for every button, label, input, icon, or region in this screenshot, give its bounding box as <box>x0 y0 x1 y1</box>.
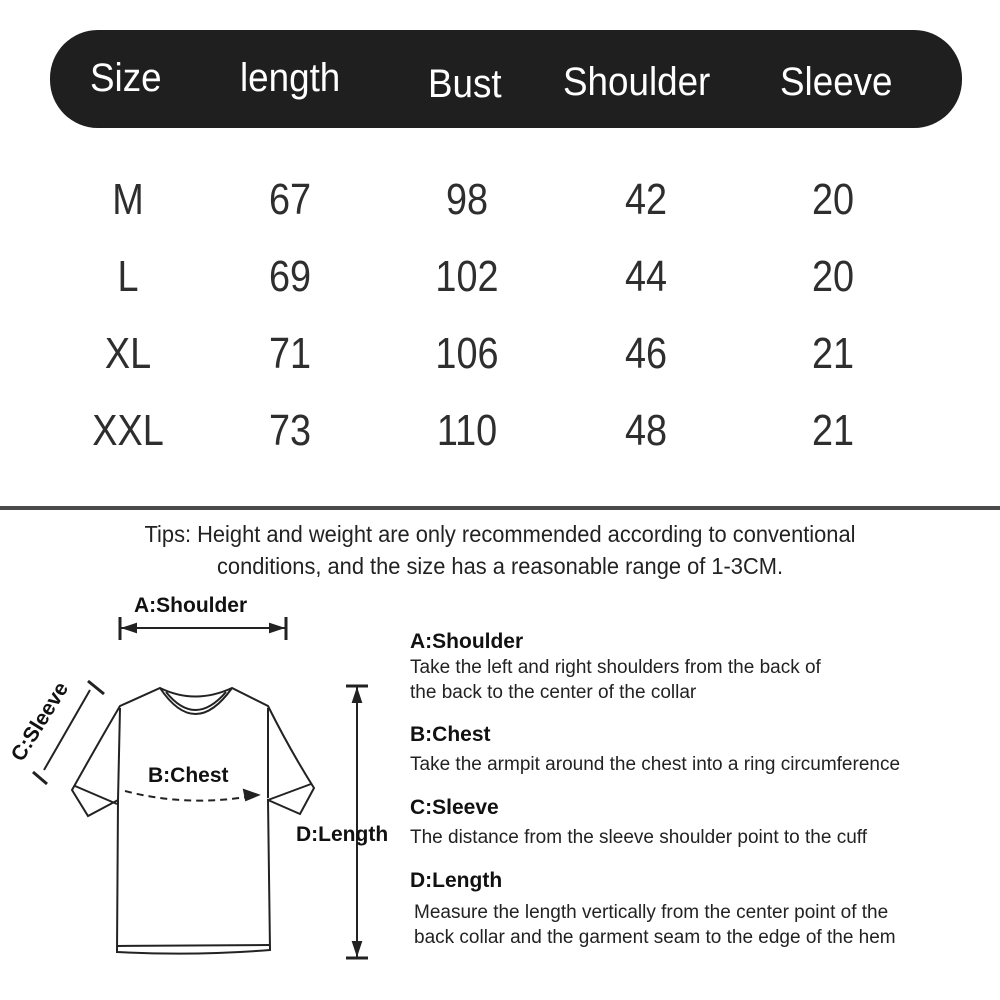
table-row <box>0 247 1000 307</box>
cell-shoulder: 44 <box>624 252 668 301</box>
cell-length: 73 <box>268 406 312 455</box>
description-title: D:Length <box>410 869 503 892</box>
cell-shoulder: 48 <box>624 406 668 455</box>
header-shoulder: Shoulder <box>563 60 711 104</box>
header-bust: Bust <box>428 62 502 106</box>
description-length <box>410 868 1000 950</box>
diagram-sleeve-label: C:Sleeve <box>6 678 74 766</box>
diagram-length-label: D:Length <box>296 823 389 846</box>
description-text: back collar and the garment seam to the edge of the hem <box>414 927 896 948</box>
description-chest <box>410 722 1000 777</box>
description-title: C:Sleeve <box>410 796 499 819</box>
cell-bust: 102 <box>435 252 499 301</box>
diagram-chest-label: B:Chest <box>148 764 229 787</box>
cell-size: XL <box>104 329 152 378</box>
cell-size: M <box>112 175 144 224</box>
cell-length: 69 <box>268 252 312 301</box>
cell-sleeve: 20 <box>811 252 855 301</box>
cell-size: XXL <box>92 406 164 455</box>
cell-shoulder: 46 <box>624 329 668 378</box>
cell-shoulder: 42 <box>624 175 668 224</box>
description-text: Take the armpit around the chest into a ring circumference <box>410 754 901 775</box>
header-length: length <box>240 56 341 100</box>
table-row <box>0 170 1000 230</box>
cell-sleeve: 21 <box>811 329 855 378</box>
cell-length: 71 <box>268 329 312 378</box>
description-title: A:Shoulder <box>410 630 524 653</box>
description-text: the back to the center of the collar <box>410 682 697 703</box>
tips-line-1: Tips: Height and weight are only recommended according to conventional <box>144 521 856 547</box>
description-text: Measure the length vertically from the center point of the <box>414 902 889 923</box>
cell-bust: 98 <box>445 175 489 224</box>
description-text: Take the left and right shoulders from the back of <box>410 657 821 678</box>
header-size: Size <box>90 56 162 100</box>
description-sleeve <box>410 795 1000 850</box>
size-table-header <box>50 30 962 128</box>
section-divider <box>0 506 1000 510</box>
tips-line-2: conditions, and the size has a reasonable range of 1-3CM. <box>216 553 784 579</box>
cell-sleeve: 20 <box>811 175 855 224</box>
description-title: B:Chest <box>410 723 491 746</box>
cell-bust: 106 <box>435 329 499 378</box>
tshirt-outline-icon <box>0 590 410 1000</box>
description-shoulder <box>410 629 1000 705</box>
cell-sleeve: 21 <box>811 406 855 455</box>
tshirt-measurement-diagram <box>0 590 410 1000</box>
diagram-shoulder-label: A:Shoulder <box>134 594 248 617</box>
cell-bust: 110 <box>436 406 498 455</box>
table-row <box>0 324 1000 384</box>
cell-length: 67 <box>268 175 312 224</box>
tips-text <box>0 518 1000 582</box>
cell-size: L <box>117 252 139 301</box>
table-row <box>0 401 1000 461</box>
description-text: The distance from the sleeve shoulder point to the cuff <box>410 827 867 848</box>
header-sleeve: Sleeve <box>780 60 893 104</box>
